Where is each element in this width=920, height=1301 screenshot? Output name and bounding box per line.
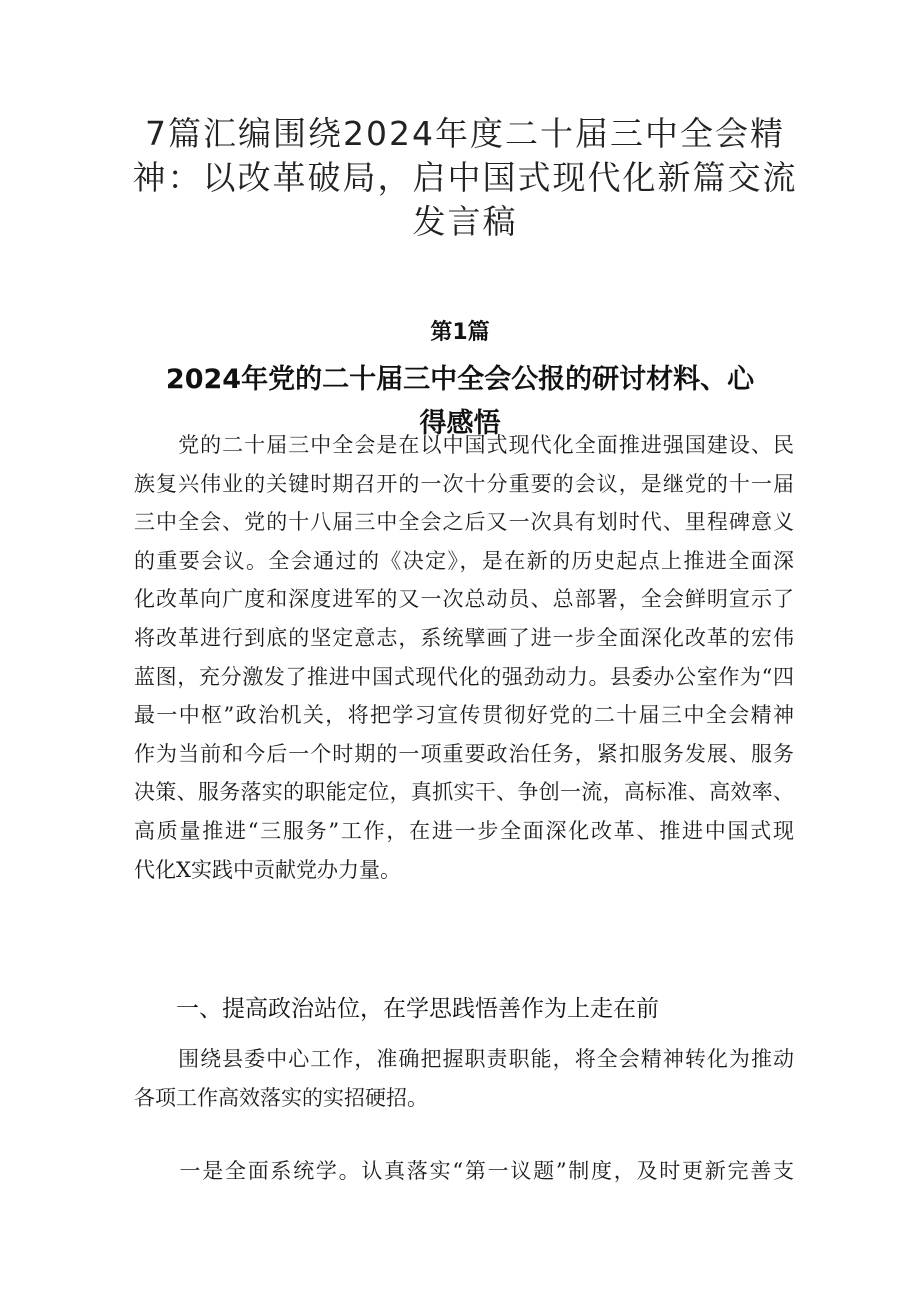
paragraph-line: 代化X实践中贡献党办力量。 [134, 857, 401, 882]
paragraph-line: 决策、服务落实的职能定位，真抓实干、争创一流，高标准、高效率、 [134, 780, 794, 805]
title-line: 7篇汇编围绕2024年度二十届三中全会精 [145, 114, 785, 153]
document-title [120, 112, 810, 244]
intro-paragraph [134, 426, 794, 889]
paragraph-line: 三中全会、党的十八届三中全会之后又一次具有划时代、里程碑意义 [134, 510, 794, 535]
chapter-label: 第1篇 [430, 320, 490, 345]
chapter-title-line: 得感悟 [419, 408, 501, 439]
paragraph-line: 各项工作高效落实的实招硬招。 [134, 1085, 428, 1110]
paragraph-line: 将改革进行到底的坚定意志，系统擘画了进一步全面深化改革的宏伟 [134, 625, 794, 650]
paragraph-line: 围绕县委中心工作，准确把握职责职能，将全会精神转化为推动 [134, 1047, 794, 1071]
paragraph-line: 党的二十届三中全会是在以中国式现代化全面推进强国建设、民 [134, 433, 794, 457]
paragraph-line: 的重要会议。全会通过的《决定》，是在新的历史起点上推进全面深 [134, 548, 794, 573]
point-paragraph [134, 1152, 794, 1191]
section-heading: 一、提高政治站位，在学思践悟善作为上走在前 [176, 996, 659, 1022]
paragraph-line: 一是全面系统学。认真落实“第一议题”制度，及时更新完善支 [134, 1159, 794, 1183]
title-line: 神：以改革破局，启中国式现代化新篇交流 [132, 158, 798, 197]
title-line: 发言稿 [412, 202, 518, 241]
paragraph-line: 族复兴伟业的关键时期召开的一次十分重要的会议，是继党的十一届 [134, 471, 794, 496]
paragraph-line: 高质量推进“三服务”工作，在进一步全面深化改革、推进中国式现 [134, 818, 794, 843]
paragraph-line: 最一中枢”政治机关，将把学习宣传贯彻好党的二十届三中全会精神 [134, 703, 794, 728]
paragraph-line: 化改革向广度和深度进军的又一次总动员、总部署，全会鲜明宣示了 [134, 587, 794, 612]
chapter-title-line: 2024年党的二十届三中全会公报的研讨材料、心 [165, 364, 755, 395]
section-paragraph [134, 1040, 794, 1117]
paragraph-line: 作为当前和今后一个时期的一项重要政治任务，紧扣服务发展、服务 [134, 741, 794, 766]
paragraph-line: 蓝图，充分激发了推进中国式现代化的强劲动力。县委办公室作为“四 [134, 664, 794, 689]
